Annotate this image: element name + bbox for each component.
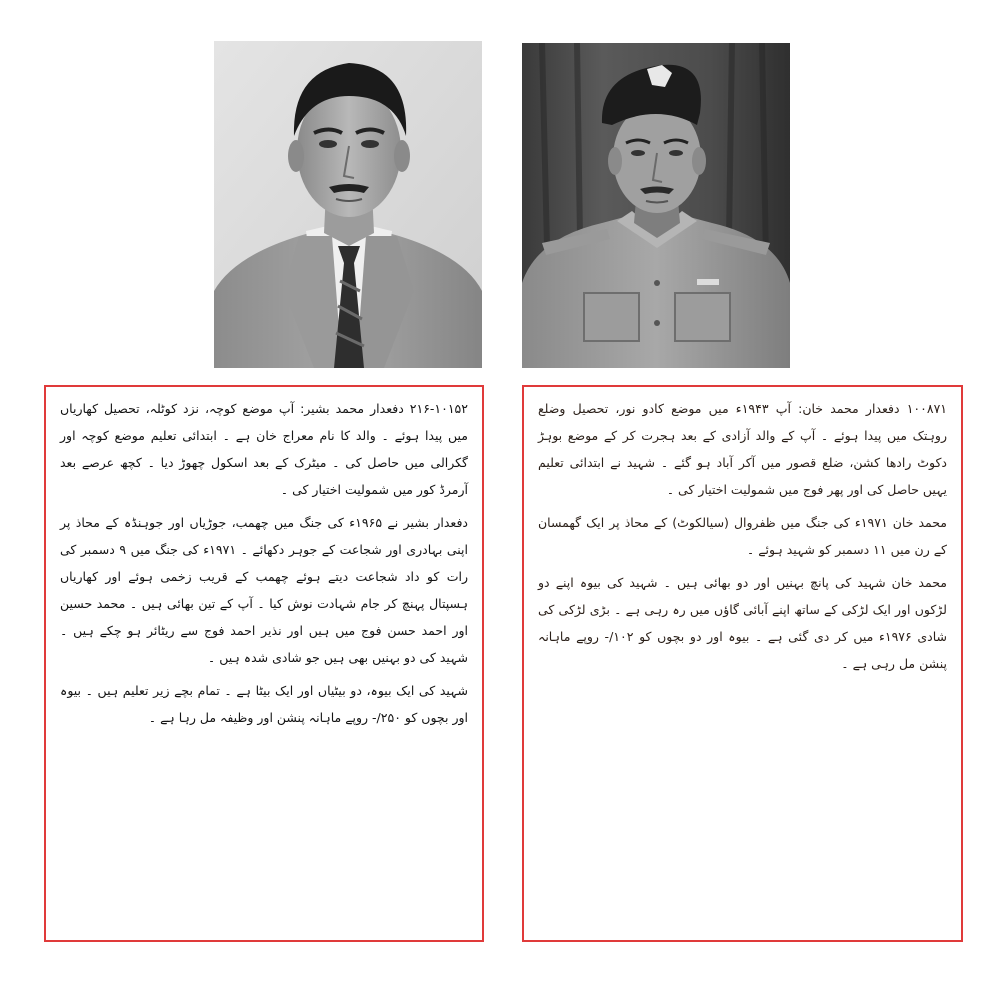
biography-text (538, 395, 947, 683)
photo-soldier-in-uniform (522, 43, 790, 368)
biography-card-left (44, 385, 484, 942)
biography-paragraph: محمد خان شہید کی پانچ بہنیں اور دو بھائی ہیں ۔ شہید کی بیوہ اپنے دو لڑکوں اور ایک لڑکی کے ساتھ اپنے آبائی گاؤں میں رہ رہی ہے ۔ بڑی لڑکی کی شادی ۱۹۷۶ء میں کر دی گئی ہے ۔ بیوہ اور دو بچوں کو ۱۰۲/- روپے ماہانہ پنشن مل رہی ہے ۔ (538, 575, 947, 671)
biography-paragraph: محمد خان ۱۹۷۱ء کی جنگ میں ظفروال (سیالکوٹ) کے محاذ پر ایک گھمسان کے رن میں ۱۱ دسمبر کو شہید ہوئے ۔ (538, 515, 947, 557)
photo-man-in-suit (214, 41, 482, 368)
biography-paragraph: ۲۱۶-۱۰۱۵۲ دفعدار محمد بشیر: آپ موضع کوچہ، نزد کوٹلہ، تحصیل کھاریاں میں پیدا ہوئے ۔ والد کا نام معراج خان ہے ۔ ابتدائی تعلیم موضع کوچہ اور گکرالی میں حاصل کی ۔ میٹرک کے بعد اسکول چھوڑ دیا ۔ کچھ عرصے بعد آرمرڈ کور میں شمولیت اختیار کی ۔ (60, 401, 468, 497)
biography-card-right (522, 385, 963, 942)
biography-text (60, 395, 468, 737)
biography-paragraph: دفعدار بشیر نے ۱۹۶۵ء کی جنگ میں چھمب، جوڑیاں اور جوہنڈہ کے محاذ پر اپنی بہادری اور شجاعت کے جوہر دکھائے ۔ ۱۹۷۱ء کی جنگ میں ۹ دسمبر کی رات کو داد شجاعت دیتے ہوئے چھمب کے قریب زخمی ہوئے اور کھاریاں ہسپتال پہنچ کر جام شہادت نوش کیا ۔ آپ کے تین بھائی ہیں ۔ محمد حسین اور احمد حسن فوج میں ہیں اور نذیر احمد فوج سے ریٹائر ہو چکے ہیں ۔ شہید کی دو بہنیں بھی ہیں جو شادی شدہ ہیں ۔ (60, 515, 468, 665)
biography-paragraph: شہید کی ایک بیوہ، دو بیٹیاں اور ایک بیٹا ہے ۔ تمام بچے زیر تعلیم ہیں ۔ بیوہ اور بچوں کو ۲۵۰/- روپے ماہانہ پنشن اور وظیفہ مل رہا ہے ۔ (60, 683, 468, 725)
biography-paragraph: ۱۰۰۸۷۱ دفعدار محمد خان: آپ ۱۹۴۳ء میں موضع کادو نور، تحصیل وضلع روہتک میں پیدا ہوئے ۔ آپ کے والد آزادی کے بعد ہجرت کر کے موضع بوہڑ دکوٹ رادھا کشن، ضلع قصور میں آکر آباد ہو گئے ۔ شہید نے ابتدائی تعلیم یہیں حاصل کی اور پھر فوج میں شمولیت اختیار کی ۔ (538, 401, 948, 497)
